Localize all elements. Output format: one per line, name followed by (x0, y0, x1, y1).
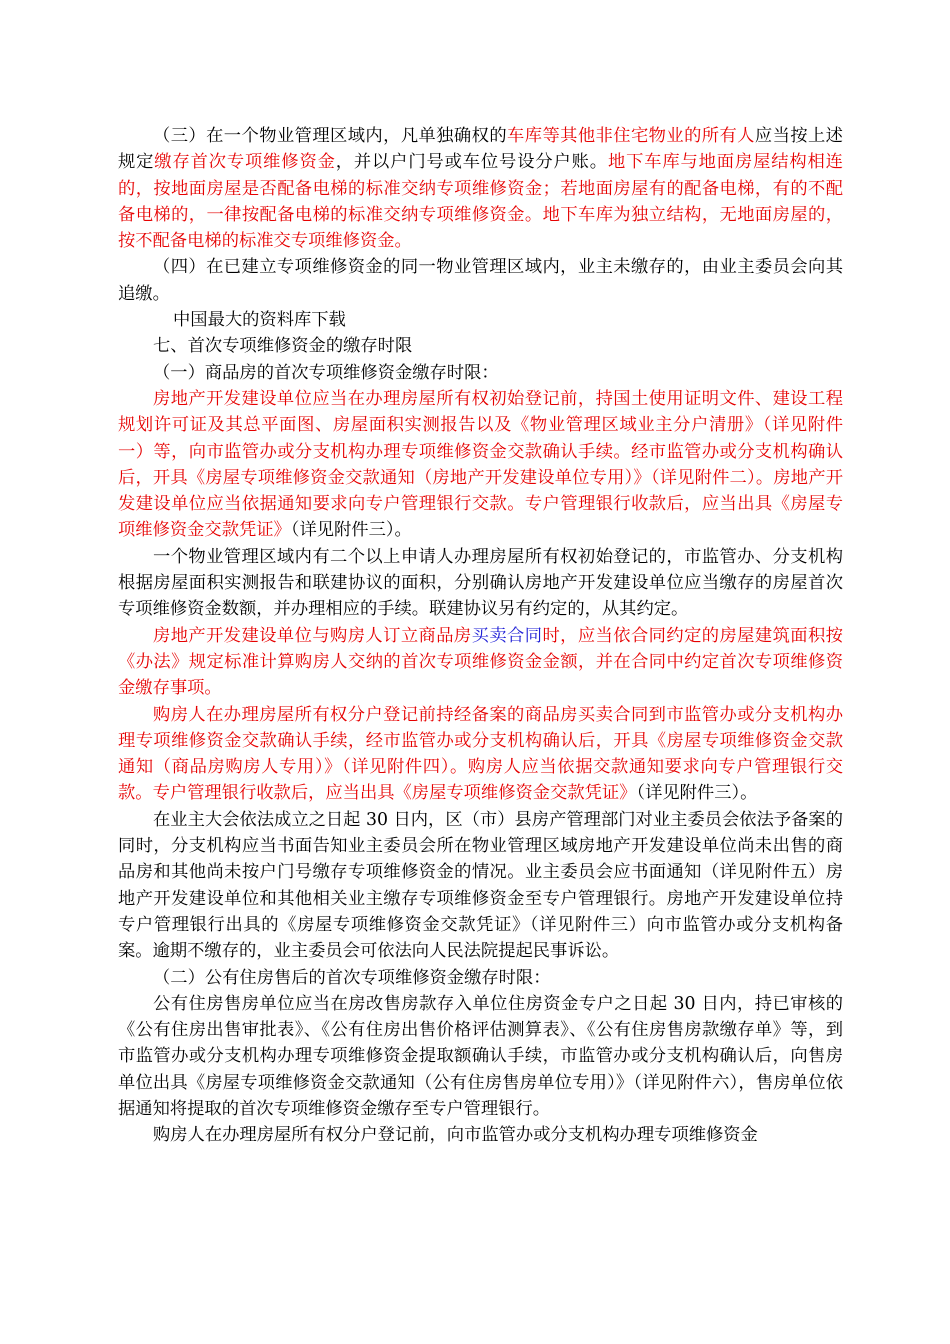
text-run: （三）在一个物业管理区域内，凡单独确权的 (153, 126, 508, 146)
section-heading (118, 333, 843, 359)
paragraph-arrears-collection (118, 254, 843, 307)
text-run: 公有住房售房单位应当在房改售房款存入单位住房资金专户之日起 30 日内，持已审核的《公有住房出售审批表》、《公有住房出售价格评估测算表》、《公有住房售房款缴存单》等，到市监管办或分支机构办理专项维修资金提取额确认手续，市监管办或分支机构确认后，向售房单位出具《房屋专项维修资金交款通知（公有住房售房单位专用）》（详见附件六），售房单位依据通知将提取的首次专项维修资金缴存至专户管理银行。 (118, 993, 843, 1119)
text-run: 中国最大的资料库下载 (173, 310, 346, 331)
text-run: （二）公有住房售后的首次专项维修资金缴存时限： (153, 967, 551, 988)
text-run: （一）商品房的首次专项维修资金缴存时限： (153, 362, 499, 383)
paragraph-owners-committee (118, 807, 843, 965)
paragraph-joint-applicants (118, 544, 843, 623)
text-run-highlight: 房地产开发建设单位与购房人订立商品房 (153, 625, 472, 646)
text-run: 一个物业管理区域内有二个以上申请人办理房屋所有权初始登记的，市监管办、分支机构根据房屋面积实测报告和联建协议的面积，分别确认房地产开发建设单位应当缴存的房屋首次专项维修资金数额，并办理相应的手续。联建协议另有约定的，从其约定。 (118, 546, 843, 620)
paragraph-sale-contract (118, 623, 843, 702)
subsection-heading (118, 965, 843, 991)
text-run-highlight: 时，应当依合同约定的房屋建筑面积按《办法》规定标准计算购房人交纳的首次专项维修资金金额，并在合同中约定首次专项维修资金缴存事项。 (118, 625, 843, 699)
text-run: ，并以户门号或车位号设分户账。 (335, 152, 608, 173)
paragraph-developer-deposit (118, 386, 843, 544)
document-body (118, 123, 843, 1149)
subsection-heading (118, 360, 843, 386)
paragraph-garage-rules (118, 123, 843, 254)
text-run-highlight: 购房人在办理房屋所有权分户登记前持经备案的商品房买卖合同到市监管办或分支机构办理专项维修资金交款确认手续，经市监管办或分支机构确认后，开具《房屋专项维修资金交款通知（商品房购房人专用）》（详见附件四）。购房人应当依据交款通知要求向专户管理银行交款。专户管理银行收款后，应当出具《房屋专项维修资金交款凭证》 (118, 704, 843, 804)
paragraph-buyer-deposit (118, 702, 843, 807)
text-run: 应当按上述规定 (118, 126, 843, 173)
text-run-highlight: 车库等其他非住宅物业的所有人 (507, 126, 755, 146)
text-run: 七、首次专项维修资金的缴存时限 (153, 336, 413, 357)
hyperlink-text[interactable]: 买卖合同 (471, 625, 543, 646)
paragraph-public-housing (118, 991, 843, 1122)
text-run: （详见附件三）。 (636, 783, 758, 804)
text-run: （详见附件三）。 (290, 520, 412, 541)
text-run-highlight: 房地产开发建设单位应当在办理房屋所有权初始登记前，持国土使用证明文件、建设工程规划许可证及其总平面图、房屋面积实测报告以及《物业管理区域业主分户清册》（详见附件一）等，向市监管办或分支机构办理专项维修资金交款确认手续。经市监管办或分支机构确认后，开具《房屋专项维修资金交款通知（房地产开发建设单位专用）》（详见附件二）。房地产开发建设单位应当依据通知要求向专户管理银行交款。专户管理银行收款后，应当出具《房屋专项维修资金交款凭证》 (118, 388, 843, 541)
text-run: 购房人在办理房屋所有权分户登记前，向市监管办或分支机构办理专项维修资金 (153, 1125, 758, 1146)
text-run: 在业主大会依法成立之日起 30 日内，区（市）县房产管理部门对业主委员会依法予备案的同时，分支机构应当书面告知业主委员会所在物业管理区域房地产开发建设单位尚未出售的商品房和其他尚未按户门号缴存专项维修资金的情况。业主委员会应书面通知（详见附件五）房地产开发建设单位和其他相关业主缴存专项维修资金至专户管理银行。房地产开发建设单位持专户管理银行出具的《房屋专项维修资金交款凭证》（详见附件三）向市监管办或分支机构备案。逾期不缴存的，业主委员会可依法向人民法院提起民事诉讼。 (118, 809, 843, 962)
ad-line (118, 307, 843, 333)
text-run-highlight: 缴存首次专项维修资金 (154, 152, 336, 173)
text-run: （四）在已建立专项维修资金的同一物业管理区域内，业主未缴存的，由业主委员会向其追缴。 (118, 257, 843, 304)
paragraph-buyer-registration (118, 1122, 843, 1148)
text-run-highlight: 地下车库与地面房屋结构相连的，按地面房屋是否配备电梯的标准交纳专项维修资金；若地面房屋有的配备电梯，有的不配备电梯的，一律按配备电梯的标准交纳专项维修资金。地下车库为独立结构，无地面房屋的，按不配备电梯的标准交专项维修资金。 (118, 152, 843, 252)
